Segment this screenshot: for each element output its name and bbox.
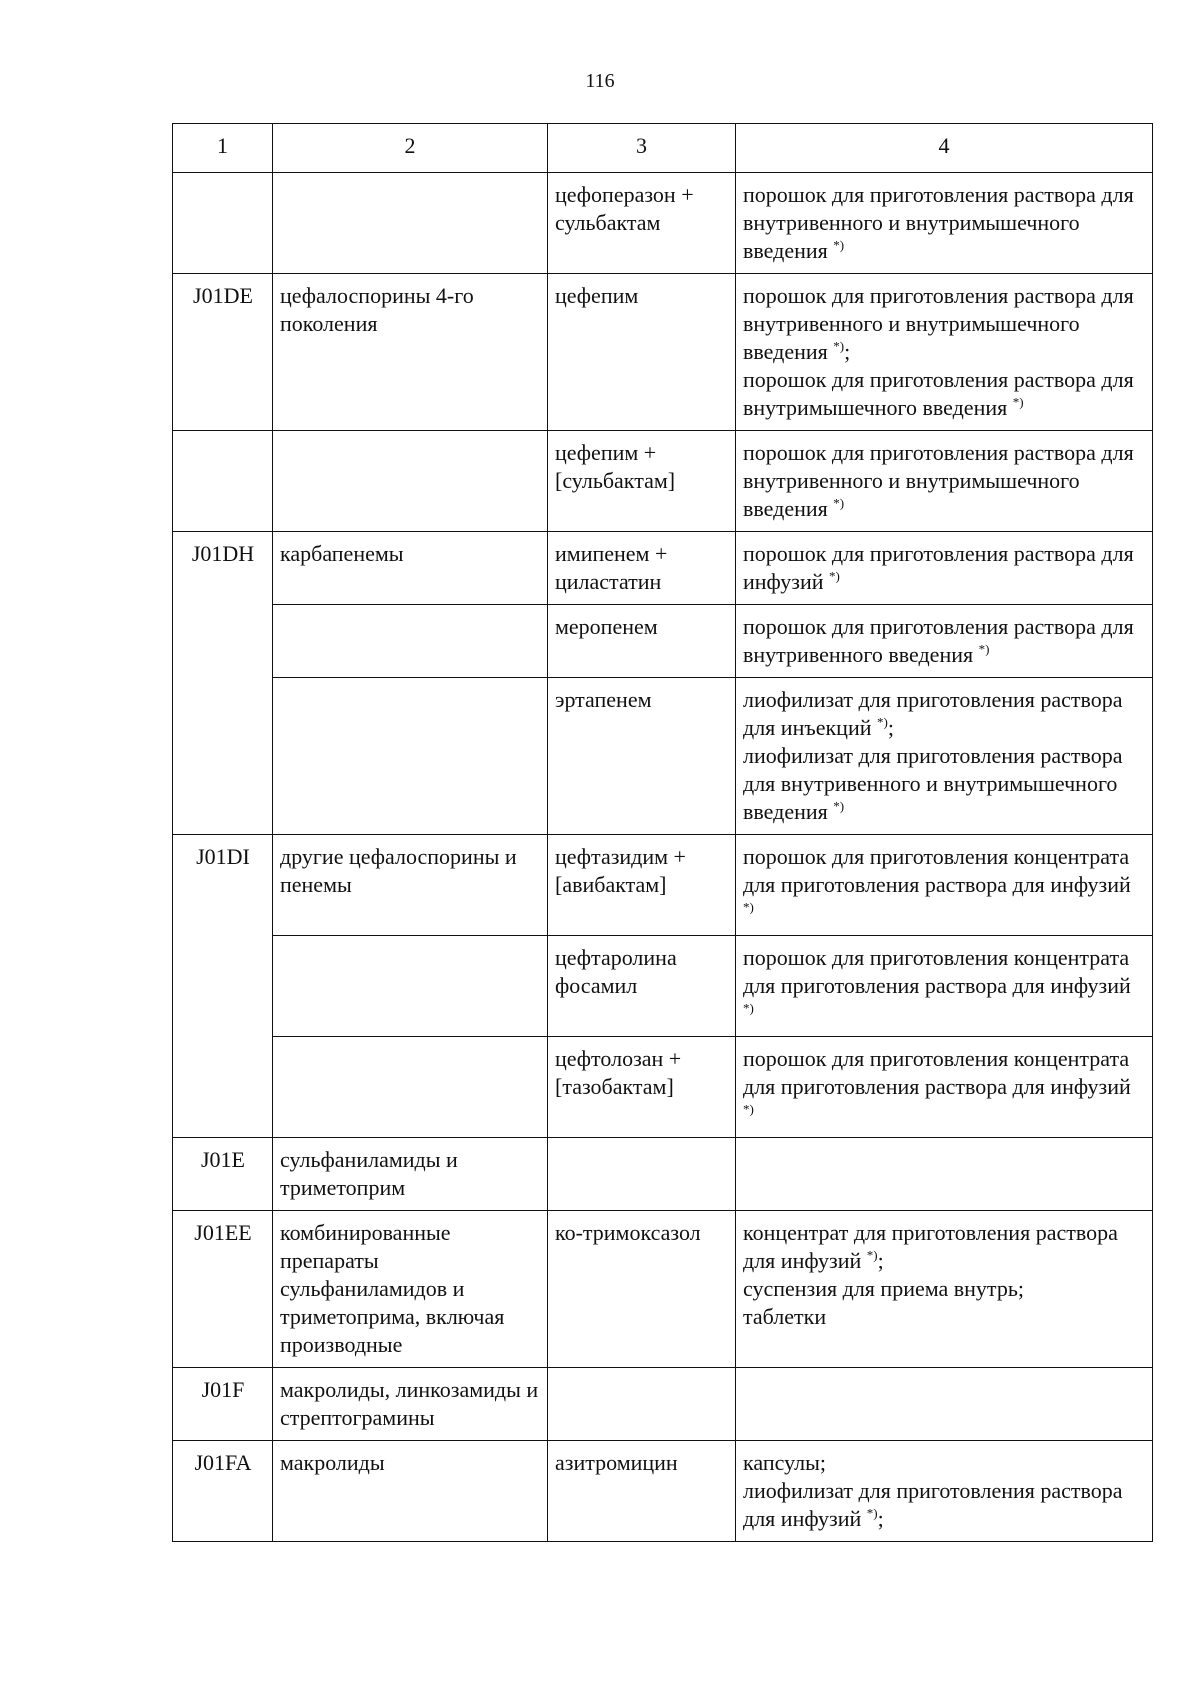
dosage-form bbox=[743, 1449, 1146, 1477]
dosage-form bbox=[743, 686, 1146, 742]
atc-code-cell bbox=[173, 605, 273, 678]
drug-name-cell bbox=[548, 1138, 736, 1211]
group-name-cell bbox=[273, 173, 548, 274]
dosage-form bbox=[743, 439, 1146, 523]
dosage-form-text: лиофилизат для приготовления раствора для внутривенного и внутримышечного введения bbox=[743, 743, 1123, 824]
table-row bbox=[173, 1211, 1153, 1368]
group-name-cell: сульфаниламиды и триметоприм bbox=[273, 1138, 548, 1211]
dosage-form bbox=[743, 1219, 1146, 1275]
dosage-form-text: порошок для приготовления раствора для внутривенного и внутримышечного введения bbox=[743, 440, 1134, 521]
dosage-forms-cell bbox=[736, 532, 1153, 605]
dosage-forms-cell bbox=[736, 936, 1153, 1037]
header-row bbox=[173, 124, 1153, 173]
footnote-mark: *) bbox=[833, 495, 845, 511]
dosage-form-text: порошок для приготовления раствора для внутримышечного введения bbox=[743, 367, 1134, 420]
dosage-forms-cell bbox=[736, 605, 1153, 678]
table-row bbox=[173, 1037, 1153, 1138]
dosage-form bbox=[743, 944, 1146, 1028]
dosage-forms-cell bbox=[736, 1368, 1153, 1441]
footnote-mark: *) bbox=[833, 338, 845, 354]
dosage-form bbox=[743, 282, 1146, 366]
footnote-mark: *) bbox=[877, 714, 888, 730]
atc-code-cell bbox=[173, 936, 273, 1037]
group-name-cell bbox=[273, 1037, 548, 1138]
dosage-forms-cell bbox=[736, 1441, 1153, 1542]
dosage-form bbox=[743, 1045, 1146, 1129]
drug-name-cell: цефтазидим + [авибактам] bbox=[548, 835, 736, 936]
footnote-mark: *) bbox=[833, 798, 845, 814]
group-name-cell: другие цефалоспорины и пенемы bbox=[273, 835, 548, 936]
footnote-mark: *) bbox=[866, 1505, 878, 1521]
header-cell-2: 2 bbox=[273, 124, 548, 173]
dosage-form-text: порошок для приготовления раствора для инфузий bbox=[743, 541, 1134, 594]
drug-name-cell: цефоперазон + сульбактам bbox=[548, 173, 736, 274]
dosage-form bbox=[743, 366, 1146, 422]
dosage-form-separator: ; bbox=[887, 715, 894, 740]
atc-code-cell: J01E bbox=[173, 1138, 273, 1211]
group-name-cell: макролиды bbox=[273, 1441, 548, 1542]
dosage-form-text: порошок для приготовления раствора для внутривенного и внутримышечного введения bbox=[743, 182, 1134, 263]
atc-code-cell: J01DH bbox=[173, 532, 273, 605]
header-cell-1: 1 bbox=[173, 124, 273, 173]
dosage-form-text: концентрат для приготовления раствора для инфузий bbox=[743, 1220, 1118, 1273]
dosage-forms-cell bbox=[736, 274, 1153, 431]
drug-name-cell bbox=[548, 1368, 736, 1441]
dosage-form bbox=[743, 742, 1146, 826]
table-row bbox=[173, 1368, 1153, 1441]
footnote-mark: *) bbox=[866, 1247, 878, 1263]
atc-code-cell: J01DI bbox=[173, 835, 273, 936]
group-name-cell bbox=[273, 678, 548, 835]
atc-code-cell bbox=[173, 173, 273, 274]
header-cell-4: 4 bbox=[736, 124, 1153, 173]
atc-code-cell bbox=[173, 431, 273, 532]
atc-code-cell: J01FA bbox=[173, 1441, 273, 1542]
dosage-form-text: таблетки bbox=[743, 1304, 827, 1329]
dosage-form-text: суспензия для приема внутрь; bbox=[743, 1276, 1024, 1301]
table-row bbox=[173, 678, 1153, 835]
dosage-forms-cell bbox=[736, 678, 1153, 835]
atc-code-cell: J01F bbox=[173, 1368, 273, 1441]
group-name-cell bbox=[273, 936, 548, 1037]
dosage-form bbox=[743, 1275, 1146, 1303]
dosage-form-text: порошок для приготовления раствора для внутривенного введения bbox=[743, 614, 1134, 667]
group-name-cell: комбинированные препараты сульфаниламидов и триметоприма, включая производные bbox=[273, 1211, 548, 1368]
drug-name-cell: цефепим + [сульбактам] bbox=[548, 431, 736, 532]
footnote-mark: *) bbox=[743, 1000, 754, 1016]
group-name-cell: макролиды, линкозамиды и стрептограмины bbox=[273, 1368, 548, 1441]
dosage-form-separator: ; bbox=[844, 339, 851, 364]
atc-code-cell: J01EE bbox=[173, 1211, 273, 1368]
dosage-form-text: порошок для приготовления концентрата для приготовления раствора для инфузий bbox=[743, 945, 1131, 998]
dosage-forms-cell bbox=[736, 835, 1153, 936]
drug-name-cell: цефтаролина фосамил bbox=[548, 936, 736, 1037]
footnote-mark: *) bbox=[978, 641, 990, 657]
dosage-form-text: порошок для приготовления концентрата для приготовления раствора для инфузий bbox=[743, 1046, 1131, 1099]
table-row bbox=[173, 835, 1153, 936]
drug-name-cell: азитромицин bbox=[548, 1441, 736, 1542]
drug-name-cell: имипенем + циластатин bbox=[548, 532, 736, 605]
dosage-form bbox=[743, 1477, 1146, 1533]
drug-name-cell: ко-тримоксазол bbox=[548, 1211, 736, 1368]
atc-code-cell: J01DE bbox=[173, 274, 273, 431]
dosage-forms-cell bbox=[736, 1037, 1153, 1138]
dosage-form bbox=[743, 843, 1146, 927]
page-number: 116 bbox=[585, 70, 615, 92]
dosage-forms-cell bbox=[736, 1138, 1153, 1211]
dosage-forms-cell bbox=[736, 173, 1153, 274]
drug-table bbox=[172, 123, 1153, 1542]
footnote-mark: *) bbox=[1012, 394, 1024, 410]
dosage-form-text: капсулы; bbox=[743, 1450, 826, 1475]
footnote-mark: *) bbox=[829, 568, 840, 584]
table-row bbox=[173, 532, 1153, 605]
group-name-cell bbox=[273, 605, 548, 678]
table-row bbox=[173, 936, 1153, 1037]
dosage-forms-cell bbox=[736, 1211, 1153, 1368]
drug-name-cell: эртапенем bbox=[548, 678, 736, 835]
group-name-cell: карбапенемы bbox=[273, 532, 548, 605]
dosage-form bbox=[743, 181, 1146, 265]
drug-name-cell: цефепим bbox=[548, 274, 736, 431]
header-cell-3: 3 bbox=[548, 124, 736, 173]
table-row bbox=[173, 1138, 1153, 1211]
table-row bbox=[173, 1441, 1153, 1542]
dosage-form-separator: ; bbox=[877, 1248, 884, 1273]
dosage-forms-cell bbox=[736, 431, 1153, 532]
atc-code-cell bbox=[173, 678, 273, 835]
dosage-form bbox=[743, 1303, 1146, 1331]
table-row bbox=[173, 605, 1153, 678]
table-row bbox=[173, 431, 1153, 532]
dosage-form-text: лиофилизат для приготовления раствора для инъекций bbox=[743, 687, 1123, 740]
footnote-mark: *) bbox=[833, 237, 845, 253]
dosage-form-separator: ; bbox=[877, 1506, 884, 1531]
dosage-form-text: порошок для приготовления концентрата для приготовления раствора для инфузий bbox=[743, 844, 1131, 897]
drug-name-cell: цефтолозан + [тазобактам] bbox=[548, 1037, 736, 1138]
dosage-form bbox=[743, 540, 1146, 596]
dosage-form bbox=[743, 613, 1146, 669]
drug-name-cell: меропенем bbox=[548, 605, 736, 678]
table-body bbox=[173, 173, 1153, 1542]
table-row bbox=[173, 274, 1153, 431]
atc-code-cell bbox=[173, 1037, 273, 1138]
group-name-cell: цефалоспорины 4-го поколения bbox=[273, 274, 548, 431]
footnote-mark: *) bbox=[743, 1101, 754, 1117]
dosage-form-text: лиофилизат для приготовления раствора для инфузий bbox=[743, 1478, 1123, 1531]
dosage-form-text: порошок для приготовления раствора для внутривенного и внутримышечного введения bbox=[743, 283, 1134, 364]
group-name-cell bbox=[273, 431, 548, 532]
footnote-mark: *) bbox=[743, 899, 754, 915]
table-row bbox=[173, 173, 1153, 274]
